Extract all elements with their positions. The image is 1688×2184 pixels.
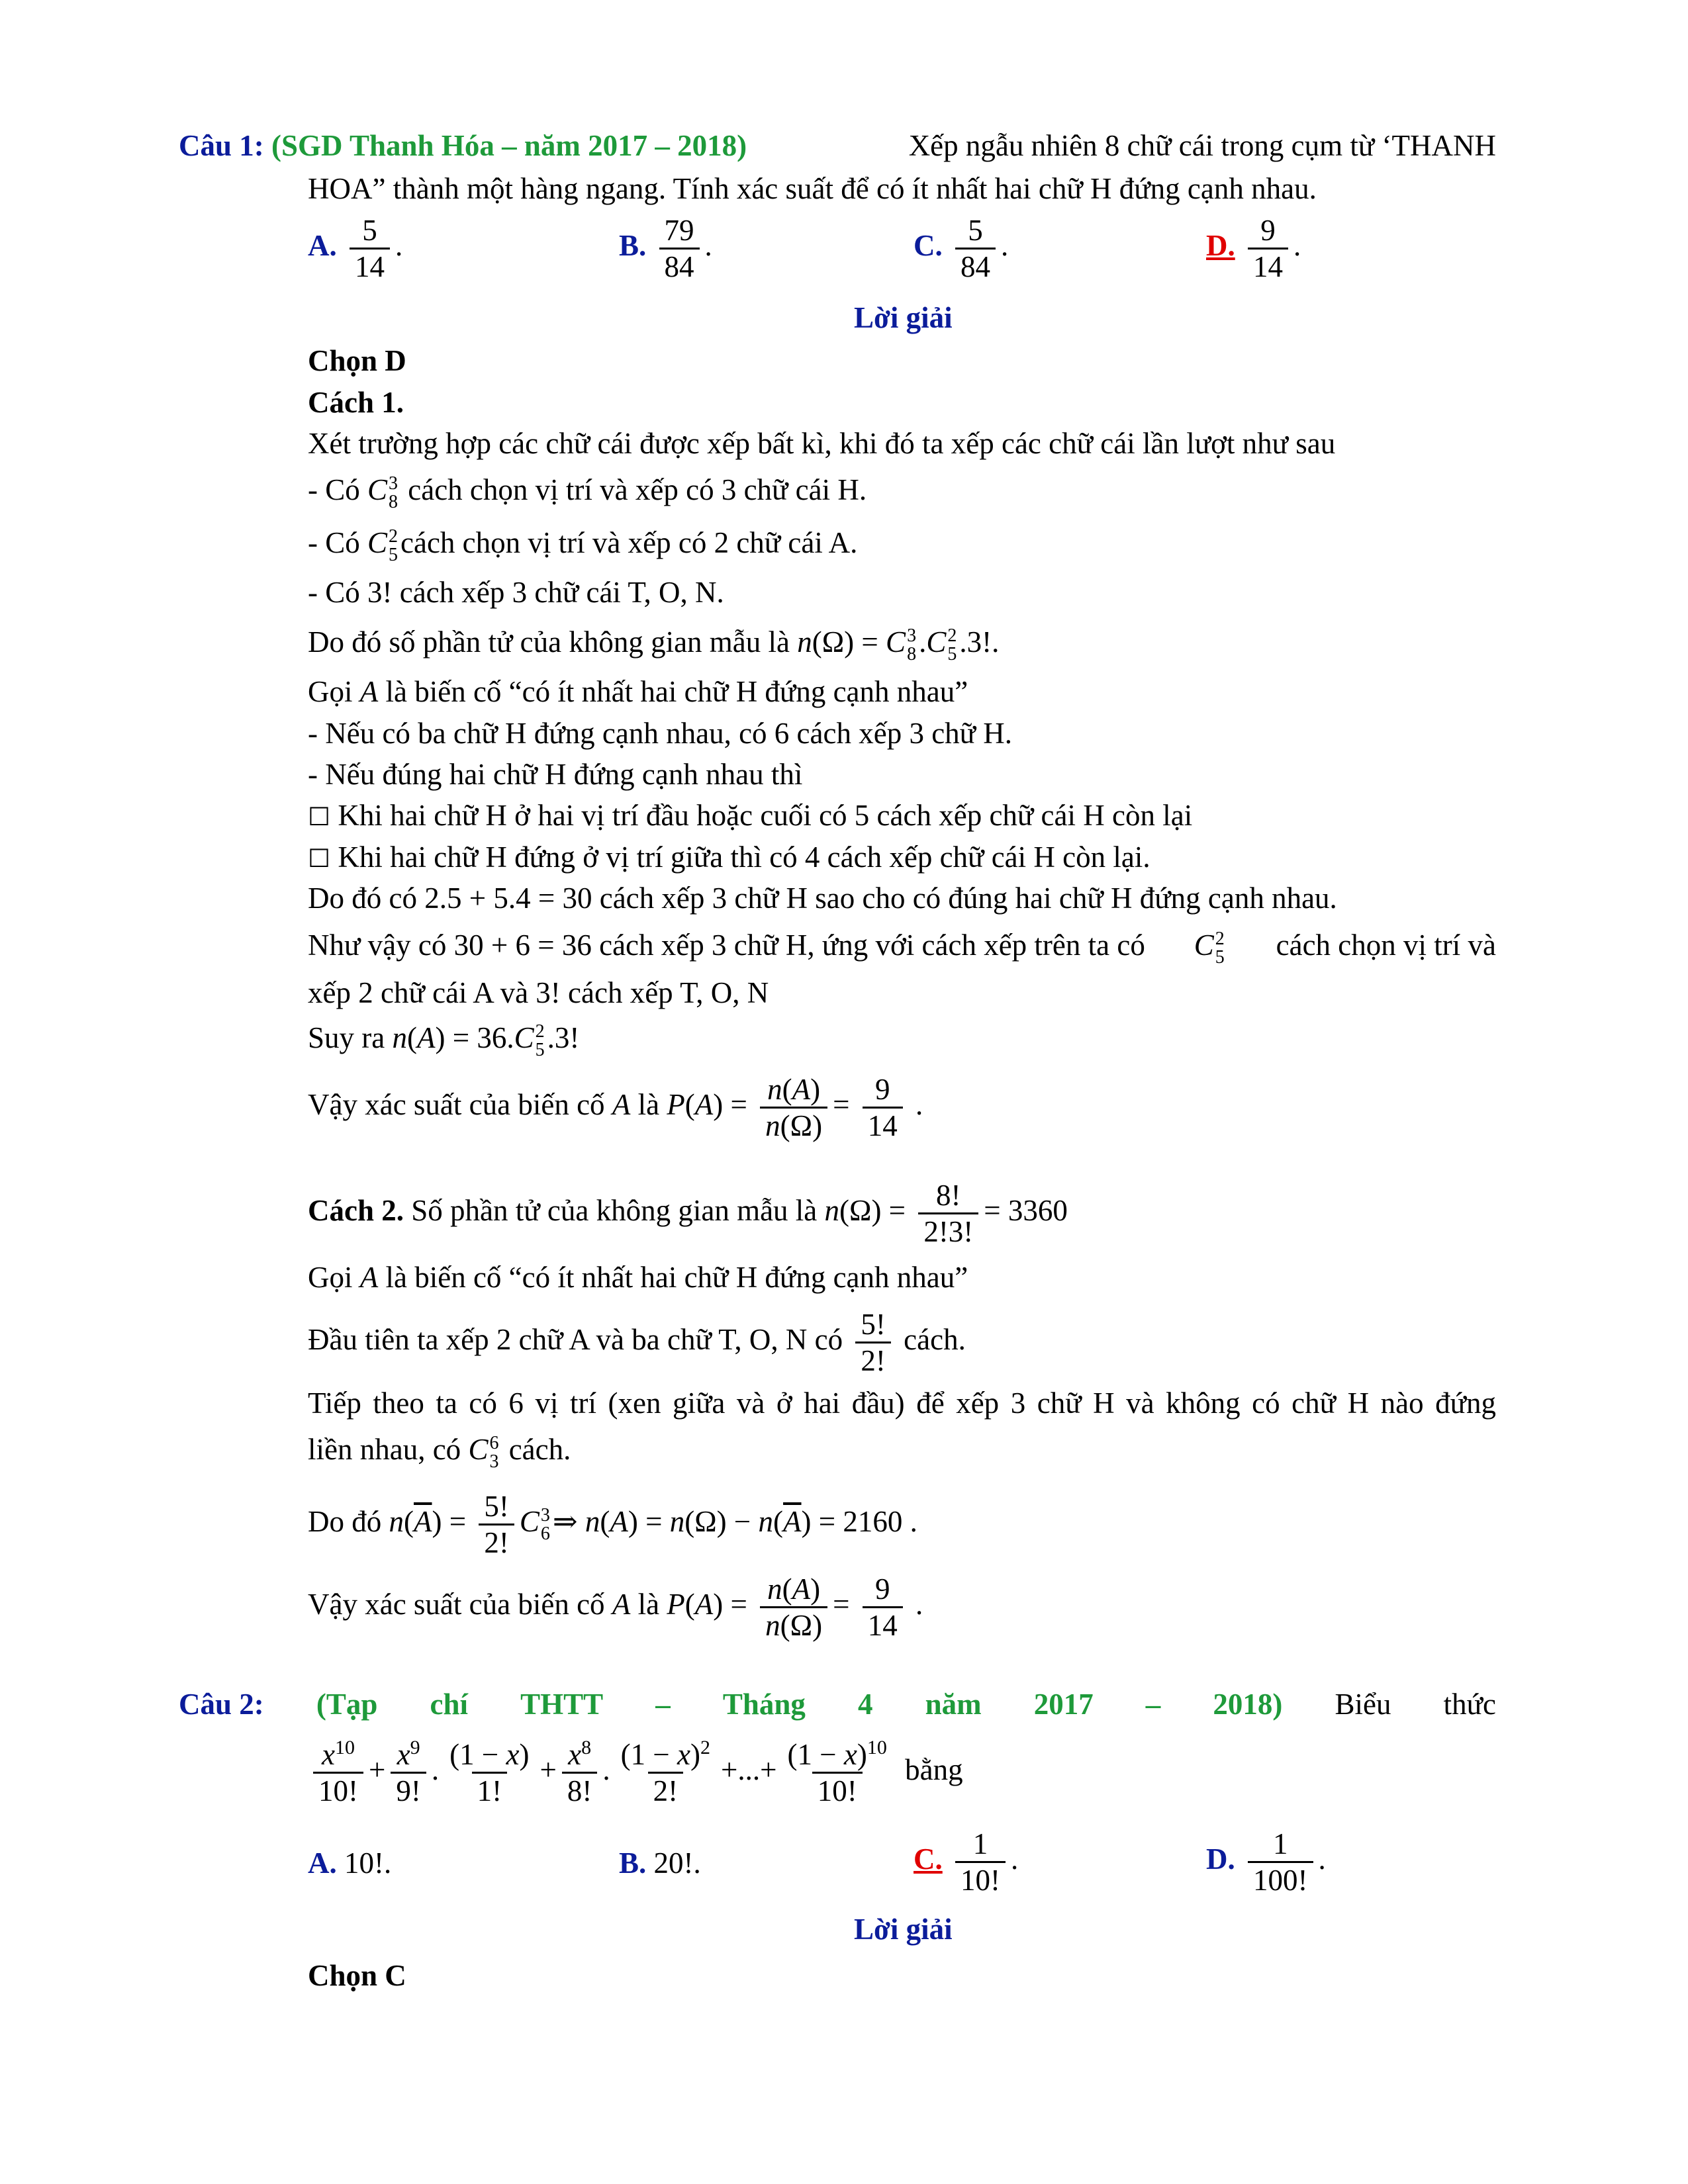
q2-option-c[interactable]: C. $\frac{1}{10!}$ . — [914, 1827, 1019, 1897]
q1-method2-line5: liền nhau, có C 6 3 cách. — [308, 1432, 571, 1472]
q1-line8: - Nếu đúng hai chữ H đứng cạnh nhau thì — [308, 758, 803, 791]
q1-line5: Do đó số phần tử của không gian mẫu là n(Ω) = C 3 8 .C 2 5 .3!. — [308, 625, 1000, 664]
q2-solution-title: Lời giải — [854, 1913, 953, 1946]
q1-line14: Suy ra n(A) = 36.C 2 5 .3! — [308, 1021, 580, 1060]
q1-line6: Gọi A là biến cố “có ít nhất hai chữ H đứng cạnh nhau” — [308, 675, 968, 708]
q1-line3: - Có C 2 5 cách chọn vị trí và xếp có 2 chữ cái A. — [308, 525, 858, 565]
q1-method2-line1: Cách 2. Số phần tử của không gian mẫu là n(Ω) = $\frac{8!}{2!3!}$ = 3360 — [308, 1179, 1068, 1248]
bullet-box-icon: ☐ — [308, 844, 331, 873]
q1-solution-title: Lời giải — [854, 301, 953, 334]
q1-method1-title: Cách 1. — [308, 386, 404, 419]
q2-choice: Chọn C — [308, 1959, 406, 1992]
q1-method2-line7: Vậy xác suất của biến cố A là P(A) = $\frac{n(A)}{n(\Omega)}$ = $\frac{9}{14}$ . — [308, 1572, 923, 1642]
q1-option-c[interactable]: C. $\frac{5}{84}$ . — [914, 214, 1009, 283]
q1-method2-line2: Gọi A là biến cố “có ít nhất hai chữ H đứng cạnh nhau” — [308, 1261, 968, 1294]
q1-stem-line2: HOA” thành một hàng ngang. Tính xác suất để có ít nhất hai chữ H đứng cạnh nhau. — [308, 172, 1317, 205]
bullet-box-icon: ☐ — [308, 802, 331, 831]
q1-line4: - Có 3! cách xếp 3 chữ cái T, O, N. — [308, 576, 724, 609]
q1-option-b[interactable]: B. $\frac{79}{84}$ . — [619, 214, 712, 283]
q1-line11: Do đó có 2.5 + 5.4 = 30 cách xếp 3 chữ H sao cho có đúng hai chữ H đứng cạnh nhau. — [308, 882, 1337, 915]
q1-line13: xếp 2 chữ cái A và 3! cách xếp T, O, N — [308, 976, 769, 1009]
q1-option-a[interactable]: A. $\frac{5}{14}$ . — [308, 214, 403, 283]
q1-line9: ☐ Khi hai chữ H ở hai vị trí đầu hoặc cuối có 5 cách xếp chữ cái H còn lại — [308, 799, 1193, 832]
q1-line10: ☐ Khi hai chữ H đứng ở vị trí giữa thì có 4 cách xếp chữ cái H còn lại. — [308, 841, 1150, 874]
q1-choice: Chọn D — [308, 344, 406, 377]
q1-line15: Vậy xác suất của biến cố A là P(A) = $\frac{n(A)}{n(\Omega)}$ = $\frac{9}{14}$ . — [308, 1073, 923, 1142]
q1-label: Câu 1: — [179, 129, 264, 162]
q1-source: (SGD Thanh Hóa – năm 2017 – 2018) — [271, 129, 747, 162]
q1-method2-line3: Đầu tiên ta xếp 2 chữ A và ba chữ T, O, N có $\frac{5!}{2!}$ cách. — [308, 1308, 966, 1377]
q2-stem-line1: Câu 2: (Tạp chí THTT – Tháng 4 năm 2017 – 2018) Biểu thức — [179, 1684, 1496, 1724]
q1-method2-line6: Do đó $n(\overline{A})$ = $\frac{5!}{2!}$ C 3 6 ⇒ $n(A) = n(\Omega) - n(\overline{A}) = 2160$ . — [308, 1490, 917, 1559]
q1-stem-text1: Xếp ngẫu nhiên 8 chữ cái trong cụm từ ‘THANH — [908, 129, 1496, 162]
q2-label: Câu 2: — [179, 1688, 264, 1721]
q1-line7: - Nếu có ba chữ H đứng cạnh nhau, có 6 cách xếp 3 chữ H. — [308, 717, 1013, 750]
q1-line2: - Có C 3 8 cách chọn vị trí và xếp có 3 chữ cái H. — [308, 473, 867, 512]
q2-option-a[interactable]: A. 10!. — [308, 1846, 392, 1880]
q1-line12: Như vậy có 30 + 6 = 36 cách xếp 3 chữ H, ứng với cách xếp trên ta có C 2 5 cách chọn vị trí và — [308, 928, 1496, 968]
q2-option-d[interactable]: D. $\frac{1}{100!}$ . — [1206, 1827, 1326, 1897]
q1-line1: Xét trường hợp các chữ cái được xếp bất kì, khi đó ta xếp các chữ cái lần lượt như sau — [308, 427, 1336, 460]
q1-stem-line1 — [179, 126, 1496, 165]
q2-expression: $\frac{x^{10}}{10!}$ + $\frac{x^9}{9!}$ . $\frac{(1 - x)}{1!}$ + $\frac{x^8}{8!}$ . $\frac{(1 - x)^2}{2!}$ +...+ $\frac{(1 - x)^{10}}{10!}$ bằng — [308, 1737, 963, 1808]
q1-option-d[interactable]: D. $\frac{9}{14}$ . — [1206, 214, 1301, 283]
q1-method2-line4: Tiếp theo ta có 6 vị trí (xen giữa và ở hai đầu) để xếp 3 chữ H và không có chữ H nào đứng — [308, 1387, 1496, 1420]
q2-option-b[interactable]: B. 20!. — [619, 1846, 701, 1880]
